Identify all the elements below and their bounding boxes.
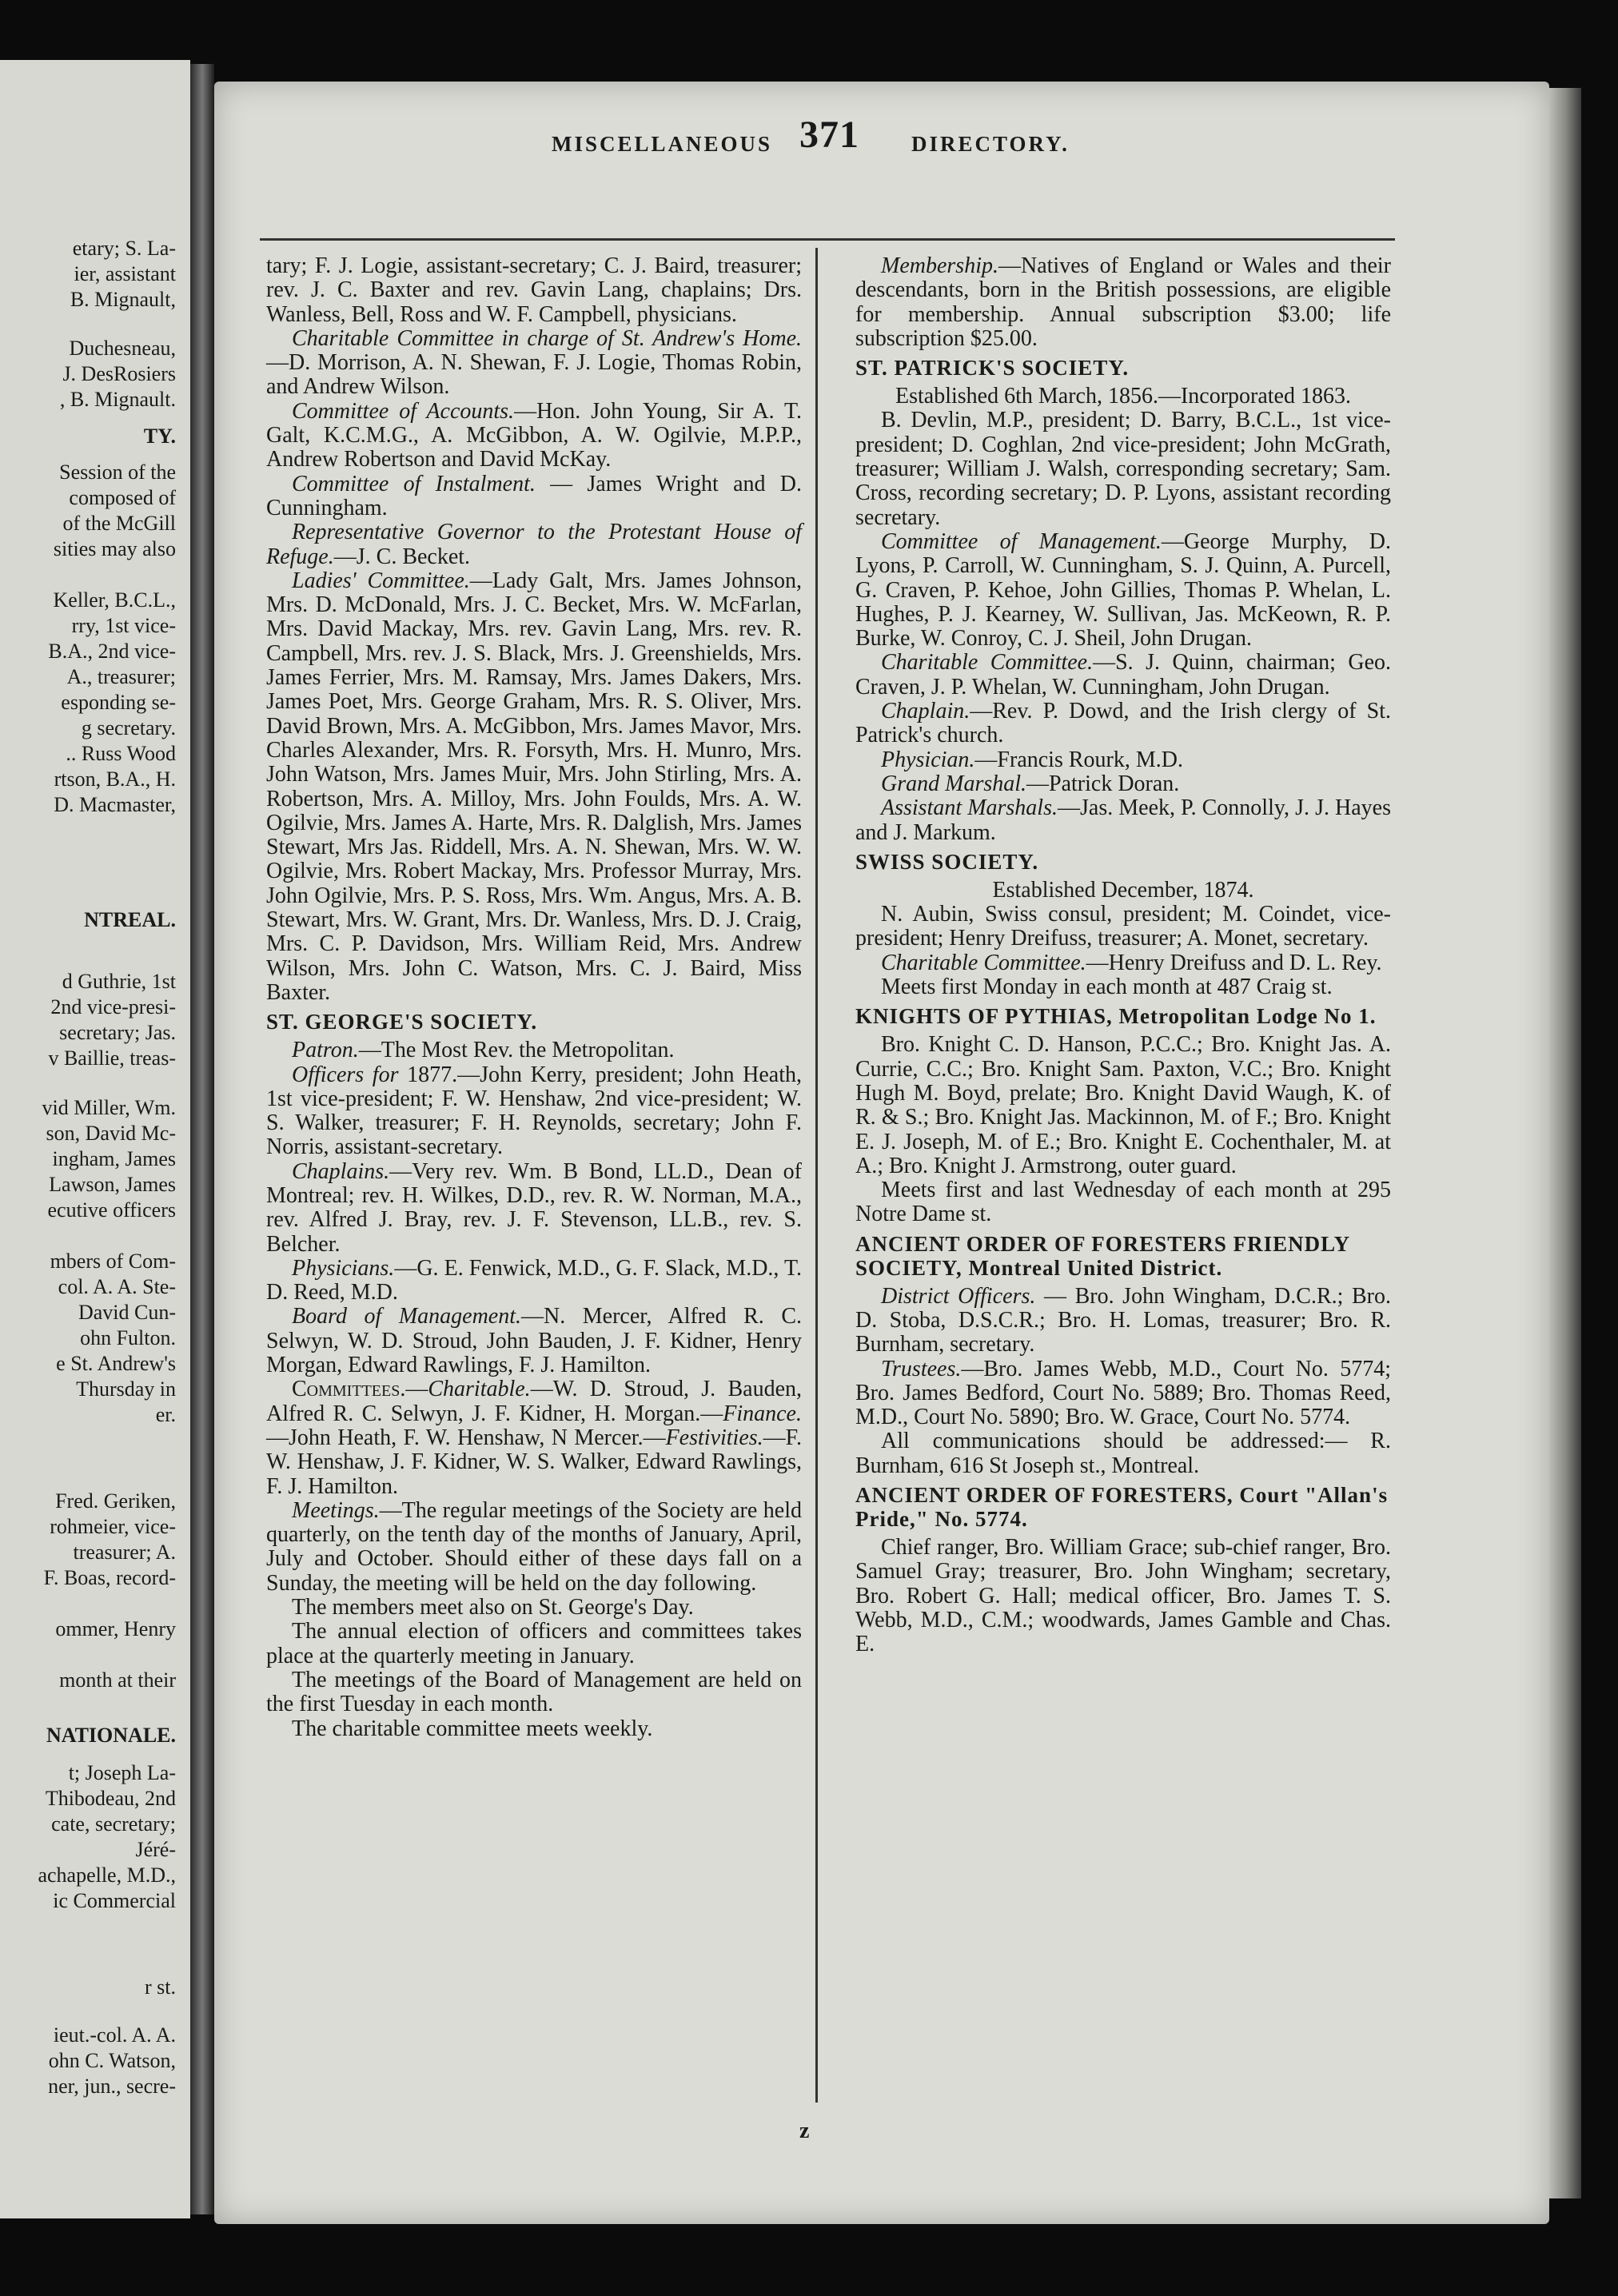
left-page-line: ohn Fulton. [80, 1326, 176, 1349]
directory-entry [855, 254, 1391, 351]
left-page-line: secretary; Jas. [59, 1021, 176, 1044]
left-page-line: Thursday in [76, 1377, 176, 1401]
column-divider [815, 248, 818, 2103]
left-page-line: David Cun- [78, 1301, 176, 1324]
directory-entry [266, 569, 802, 1005]
directory-entry [855, 1033, 1391, 1178]
establishment-note: Established December, 1874. [992, 877, 1254, 903]
entry-label: Chaplains. [292, 1158, 390, 1184]
directory-entry [266, 1038, 802, 1062]
section-heading: KNIGHTS OF PYTHIAS, Metropolitan Lodge No 1. [855, 1004, 1377, 1029]
entry-label: District Officers. [881, 1283, 1036, 1309]
left-column [266, 254, 802, 1741]
entry-text: The meetings of the Board of Management are held on the first Tuesday in each month. [266, 1667, 802, 1717]
entry-label: Charitable Committee. [881, 950, 1086, 975]
left-page-line: ier, assistant [74, 262, 176, 285]
section-heading: ANCIENT ORDER OF FORESTERS FRIENDLY SOCIETY, Montreal United District. [855, 1231, 1350, 1280]
entry-label: Membership. [881, 253, 998, 278]
entry-label: Representative Governor to the Protestant House of Refuge. [266, 520, 802, 569]
left-page-line: A., treasurer; [66, 665, 176, 688]
entry-text: The annual election of officers and committees takes place at the quarterly meeting in January. [266, 1619, 802, 1668]
entry-label: Committee of Accounts. [292, 398, 515, 424]
left-page-line: g secretary. [81, 716, 176, 739]
left-page-line: achapelle, M.D., [38, 1864, 176, 1887]
left-page-line: Jéré- [135, 1838, 176, 1861]
directory-entry [266, 1063, 802, 1160]
entry-label: Finance. [723, 1401, 802, 1426]
entry-text: —Henry Dreifuss and D. L. Rey. [1086, 950, 1382, 975]
directory-entry [266, 1620, 802, 1668]
directory-entry [855, 530, 1391, 651]
directory-entry [855, 748, 1391, 772]
directory-entry [266, 1717, 802, 1741]
left-page-line: Lawson, James [49, 1173, 176, 1196]
left-page-line: .. Russ Wood [66, 742, 176, 765]
entry-text: —Very rev. Wm. B Bond, LL.D., Dean of Montreal; rev. H. Wilkes, D.D., rev. R. W. Norman, M.A., rev. Alfred J. Bray, rev. J. F. Stevenson, LL.B., rev. S. Belcher. [266, 1158, 802, 1257]
left-page-line: Thibodeau, 2nd [45, 1787, 176, 1810]
page-number: 371 [799, 114, 859, 156]
entry-text: —G. E. Fenwick, M.D., G. F. Slack, M.D., T. D. Reed, M.D. [266, 1255, 802, 1305]
entry-text: All communications should be addressed:— R. Burnham, 616 St Joseph st., Montreal. [855, 1429, 1391, 1478]
entry-text: Bro. Knight C. D. Hanson, P.C.C.; Bro. Knight Jas. A. Currie, C.C.; Bro. Knight Sam. Paxton, V.C.; Bro. Knight Hugh M. Boyd, prelate; Bro. Knight David Waugh, K. of R. & S.; Bro. Knight Jas. Mackinnon, M. of F.; Bro. Knight E. J. Joseph, M. of E.; Bro. Knight E. Cochenthaler, M. at A.; Bro. Knight J. Armstrong, outer guard. [855, 1032, 1391, 1178]
entry-text: Committees. [292, 1377, 406, 1402]
entry-text: —Patrick Doran. [1026, 771, 1180, 796]
directory-entry [855, 951, 1391, 975]
entry-text: —Lady Galt, Mrs. James Johnson, Mrs. D. McDonald, Mrs. J. C. Becket, Mrs. W. McFarlan, Mrs. David Mackay, Mrs. rev. Gavin Lang, Mrs. rev. R. Campbell, Mrs. rev. J. S. Black, Mrs. J. Greenshields, Mrs. James Ferrier, Mrs. M. Ramsay, Mrs. James Dakers, Mrs. James Poet, Mrs. George Graham, Mrs. R. S. Oliver, Mrs. David Brown, Mrs. A. McGibbon, Mrs. James Mavor, Mrs. Charles Alexander, Mrs. R. Forsyth, Mrs. H. Munro, Mrs. John Watson, Mrs. James Muir, Mrs. John Stirling, Mrs. A. Robertson, Mrs. A. Milloy, Mrs. John Foulds, Mrs. A. W. Ogilvie, Mrs. James A. Harte, Mrs. R. Dalglish, Mrs. James Stewart, Mrs Jas. Riddell, Mrs. A. N. Shewan, Mrs. W. W. Ogilvie, Mrs. Robert Mackay, Mrs. Professor Murray, Mrs. John Ogilvie, Mrs. P. S. Ross, Mrs. Wm. Angus, Mrs. A. B. Stewart, Mrs. W. Grant, Mrs. Dr. Wanless, Mrs. D. J. Craig, Mrs. C. P. Davidson, Mrs. William Reid, Mrs. Andrew Wilson, Mrs. John C. Watson, Mrs. C. J. Baird, Miss Baxter. [266, 568, 802, 1005]
directory-entry [855, 700, 1391, 748]
entry-text: B. Devlin, M.P., president; D. Barry, B.C.L., 1st vice-president; D. Coghlan, 2nd vice-president; John McGrath, treasurer; William J. Walsh, corresponding secretary; Sam. Cross, recording secretary; D. P. Lyons, assistant recording secretary. [855, 408, 1391, 530]
left-page-line: col. A. A. Ste- [58, 1275, 176, 1298]
directory-entry [855, 796, 1391, 845]
entry-label: Assistant Marshals. [881, 795, 1058, 821]
left-page-line: rohmeier, vice- [50, 1515, 176, 1538]
left-page-line: F. Boas, record- [43, 1566, 176, 1589]
entry-label: Physician. [881, 747, 975, 772]
directory-entry [266, 520, 802, 569]
entry-text: —D. Morrison, A. N. Shewan, F. J. Logie, Thomas Robin, and Andrew Wilson. [266, 350, 802, 400]
left-page-line: month at their [59, 1668, 176, 1692]
entry-label: Officers for [292, 1062, 399, 1087]
right-column [855, 254, 1391, 1657]
directory-entry [266, 1160, 802, 1257]
left-page-line: sities may also [53, 537, 176, 560]
entry-text: —W. D. Stroud, J. Bauden, Alfred R. C. Selwyn, J. F. Kidner, H. Morgan.— [266, 1377, 802, 1426]
left-page-line: B.A., 2nd vice- [48, 640, 176, 663]
left-page-line: NTREAL. [84, 908, 176, 931]
entry-text: — James Wright and D. Cunningham. [266, 471, 803, 520]
section-heading: ST. PATRICK'S SOCIETY. [855, 356, 1130, 381]
entry-text: 1877.—John Kerry, president; John Heath, 1st vice-president; F. W. Henshaw, 2nd vice-president; W. S. Walker, treasurer; F. H. Reynolds, secretary; John F. Norris, assistant-secretary. [266, 1062, 802, 1160]
directory-entry [855, 651, 1391, 700]
section-heading: ST. GEORGE'S SOCIETY. [266, 1010, 538, 1034]
directory-entry [266, 254, 802, 327]
entry-label: Festivities. [665, 1425, 763, 1450]
left-page-line: vid Miller, Wm. [42, 1096, 176, 1119]
directory-entry [266, 1596, 802, 1620]
left-page-line: J. DesRosiers [62, 362, 176, 385]
establishment-note: Established 6th March, 1856.—Incorporated 1863. [895, 384, 1351, 409]
header-right-title: DIRECTORY. [911, 132, 1070, 156]
left-page-line: ecutive officers [47, 1198, 176, 1222]
entry-label: Committee of Management. [881, 528, 1162, 554]
entry-label: Charitable Committee in charge of St. Andrew's Home. [292, 325, 802, 351]
directory-entry [266, 1377, 802, 1498]
header-rule [260, 238, 1395, 241]
entry-label: Chaplain. [881, 699, 970, 724]
directory-entry [855, 1429, 1391, 1478]
left-page-line: r st. [145, 1975, 176, 1999]
left-page-line: treasurer; A. [73, 1541, 176, 1564]
entry-label: Charitable Committee. [881, 650, 1094, 676]
left-page-line: t; Joseph La- [68, 1761, 176, 1784]
entry-label: Trustees. [881, 1356, 962, 1381]
left-page-line: ommer, Henry [55, 1617, 176, 1640]
entry-text: —Hon. John Young, Sir A. T. Galt, K.C.M.G., A. McGibbon, A. W. Ogilvie, M.P.P., Andrew Robertson and David McKay. [266, 398, 803, 472]
directory-entry [266, 472, 802, 521]
running-header [336, 106, 1471, 170]
directory-entry [266, 1499, 802, 1596]
left-page-line: d Guthrie, 1st [62, 970, 176, 993]
directory-entry [855, 1178, 1391, 1227]
left-page-line: rtson, B.A., H. [54, 767, 176, 791]
left-facing-page [0, 60, 190, 2218]
left-page-line: ieut.-col. A. A. [53, 2023, 176, 2047]
entry-label: Meetings. [292, 1497, 380, 1523]
directory-entry [855, 903, 1391, 951]
section-heading: SWISS SOCIETY. [855, 849, 1039, 874]
left-page-line: composed of [69, 486, 176, 509]
directory-entry [855, 975, 1391, 999]
entry-label: Ladies' Committee. [292, 568, 470, 593]
entry-text: The members meet also on St. George's Day. [292, 1595, 694, 1620]
directory-entry [266, 327, 802, 400]
left-page-line: Duchesneau, [69, 337, 176, 360]
directory-entry [266, 1668, 802, 1717]
entry-text: — [405, 1377, 428, 1402]
directory-entry [266, 400, 802, 472]
entry-text: —Bro. James Webb, M.D., Court No. 5774; Bro. James Bedford, Court No. 5889; Bro. Thomas Reed, M.D., Court No. 5890; Bro. W. Grace, Court No. 5774. [855, 1356, 1391, 1430]
left-page-line: Keller, B.C.L., [53, 588, 176, 612]
page-edge [1549, 88, 1581, 2198]
entry-text: —Francis Rourk, M.D. [974, 747, 1183, 772]
entry-text: —Natives of England or Wales and their descendants, born in the British possessions, are eligible for membership. Annual subscription $3.00; life subscription $25.00. [855, 253, 1391, 351]
entry-label: Patron. [292, 1038, 359, 1063]
directory-entry [855, 772, 1391, 796]
left-page-line: TY. [143, 425, 176, 448]
entry-text: —N. Mercer, Alfred R. C. Selwyn, W. D. Stroud, John Bauden, J. F. Kidner, Henry Morgan, Edward Rawlings, F. J. Hamilton. [266, 1304, 803, 1378]
book-spine [190, 64, 214, 2214]
entry-text: — Bro. John Wingham, D.C.R.; Bro. D. Stoba, D.S.C.R.; Bro. H. Lomas, treasurer; Bro. R. Burnham, secretary. [855, 1283, 1391, 1357]
signature-mark: z [799, 2119, 810, 2143]
entry-text: —S. J. Quinn, chairman; Geo. Craven, J. P. Whelan, W. Cunningham, John Drugan. [855, 650, 1391, 700]
left-page-line: ohn C. Watson, [48, 2049, 176, 2072]
entry-label: Committee of Instalment. [292, 471, 536, 496]
entry-text: —F. W. Henshaw, J. F. Kidner, W. S. Walker, Edward Rawlings, F. J. Hamilton. [266, 1425, 802, 1499]
entry-label: Physicians. [292, 1255, 395, 1281]
left-page-line: Session of the [59, 460, 176, 484]
directory-entry [266, 1257, 802, 1305]
entry-text: —J. C. Becket. [333, 544, 471, 569]
entry-label: Grand Marshal. [881, 771, 1027, 796]
left-page-line: ic Commercial [53, 1889, 176, 1912]
left-page-line: ner, jun., secre- [48, 2075, 176, 2098]
entry-label: Charitable. [428, 1377, 531, 1402]
left-page-line: v Baillie, treas- [48, 1046, 176, 1070]
directory-entry [855, 1536, 1391, 1656]
left-page-line: rry, 1st vice- [71, 614, 176, 637]
left-page-line: esponding se- [61, 691, 176, 714]
left-page-line: er. [155, 1403, 176, 1426]
left-page-line: , B. Mignault. [59, 388, 176, 411]
left-page-line: e St. Andrew's [56, 1352, 176, 1375]
left-page-line: son, David Mc- [46, 1122, 176, 1145]
entry-text: —Jas. Meek, P. Connolly, J. J. Hayes and J. Markum. [855, 795, 1391, 845]
header-left-title: MISCELLANEOUS [552, 132, 773, 156]
left-page-line: cate, secretary; [51, 1812, 176, 1836]
left-page-line: 2nd vice-presi- [50, 995, 176, 1018]
entry-text: —The Most Rev. the Metropolitan. [358, 1038, 675, 1063]
left-page-line: mbers of Com- [50, 1250, 176, 1273]
left-page-line: of the McGill [62, 512, 176, 535]
entry-text: —Rev. P. Dowd, and the Irish clergy of St. Patrick's church. [855, 699, 1391, 748]
left-page-line: D. Macmaster, [54, 793, 176, 816]
directory-entry [855, 409, 1391, 529]
entry-text: tary; F. J. Logie, assistant-secretary; C. J. Baird, treasurer; rev. J. C. Baxter and rev. Gavin Lang, chaplains; Drs. Wanless, Bell, Ross and W. F. Campbell, physicians. [266, 253, 802, 327]
directory-entry [266, 1305, 802, 1377]
entry-text: Meets first Monday in each month at 487 Craig st. [881, 975, 1333, 1000]
left-page-line: NATIONALE. [46, 1724, 176, 1747]
entry-label: Board of Management. [292, 1304, 522, 1329]
entry-text: —The regular meetings of the Society are held quarterly, on the tenth day of the months of January, April, July and October. Should either of these days fall on a Sunday, the meeting will be held on the day following. [266, 1497, 802, 1596]
entry-text: Chief ranger, Bro. William Grace; sub-chief ranger, Bro. Samuel Gray; treasurer, Bro. John Wingham; secretary, Bro. Robert G. Hall; medical officer, Bro. James T. S. Webb, M.D., C.M.; woodwards, James Gamble and Chas. E. [855, 1535, 1391, 1657]
left-page-line: etary; S. La- [72, 237, 176, 260]
entry-text: Meets first and last Wednesday of each month at 295 Notre Dame st. [855, 1178, 1391, 1227]
left-page-line: Fred. Geriken, [55, 1489, 176, 1513]
directory-entry [855, 1357, 1391, 1430]
entry-text: —George Murphy, D. Lyons, P. Carroll, W. Cunningham, S. J. Quinn, A. Purcell, G. Craven, P. Kehoe, John Gillies, Thomas P. Whelan, L. Hughes, P. J. Kearney, W. Sullivan, Jas. McKeown, R. P. Burke, W. Conroy, C. J. Sheil, John Drugan. [855, 528, 1391, 652]
entry-text: The charitable committee meets weekly. [292, 1716, 653, 1741]
entry-text: N. Aubin, Swiss consul, president; M. Coindet, vice-president; Henry Dreifuss, treasurer; A. Monet, secretary. [855, 902, 1391, 951]
left-page-line: B. Mignault, [70, 288, 176, 311]
left-page-line: ingham, James [52, 1147, 176, 1170]
section-heading: ANCIENT ORDER OF FORESTERS, Court "Allan's Pride," No. 5774. [855, 1483, 1389, 1532]
directory-entry [855, 1285, 1391, 1357]
entry-text: —John Heath, F. W. Henshaw, N Mercer.— [266, 1425, 666, 1450]
